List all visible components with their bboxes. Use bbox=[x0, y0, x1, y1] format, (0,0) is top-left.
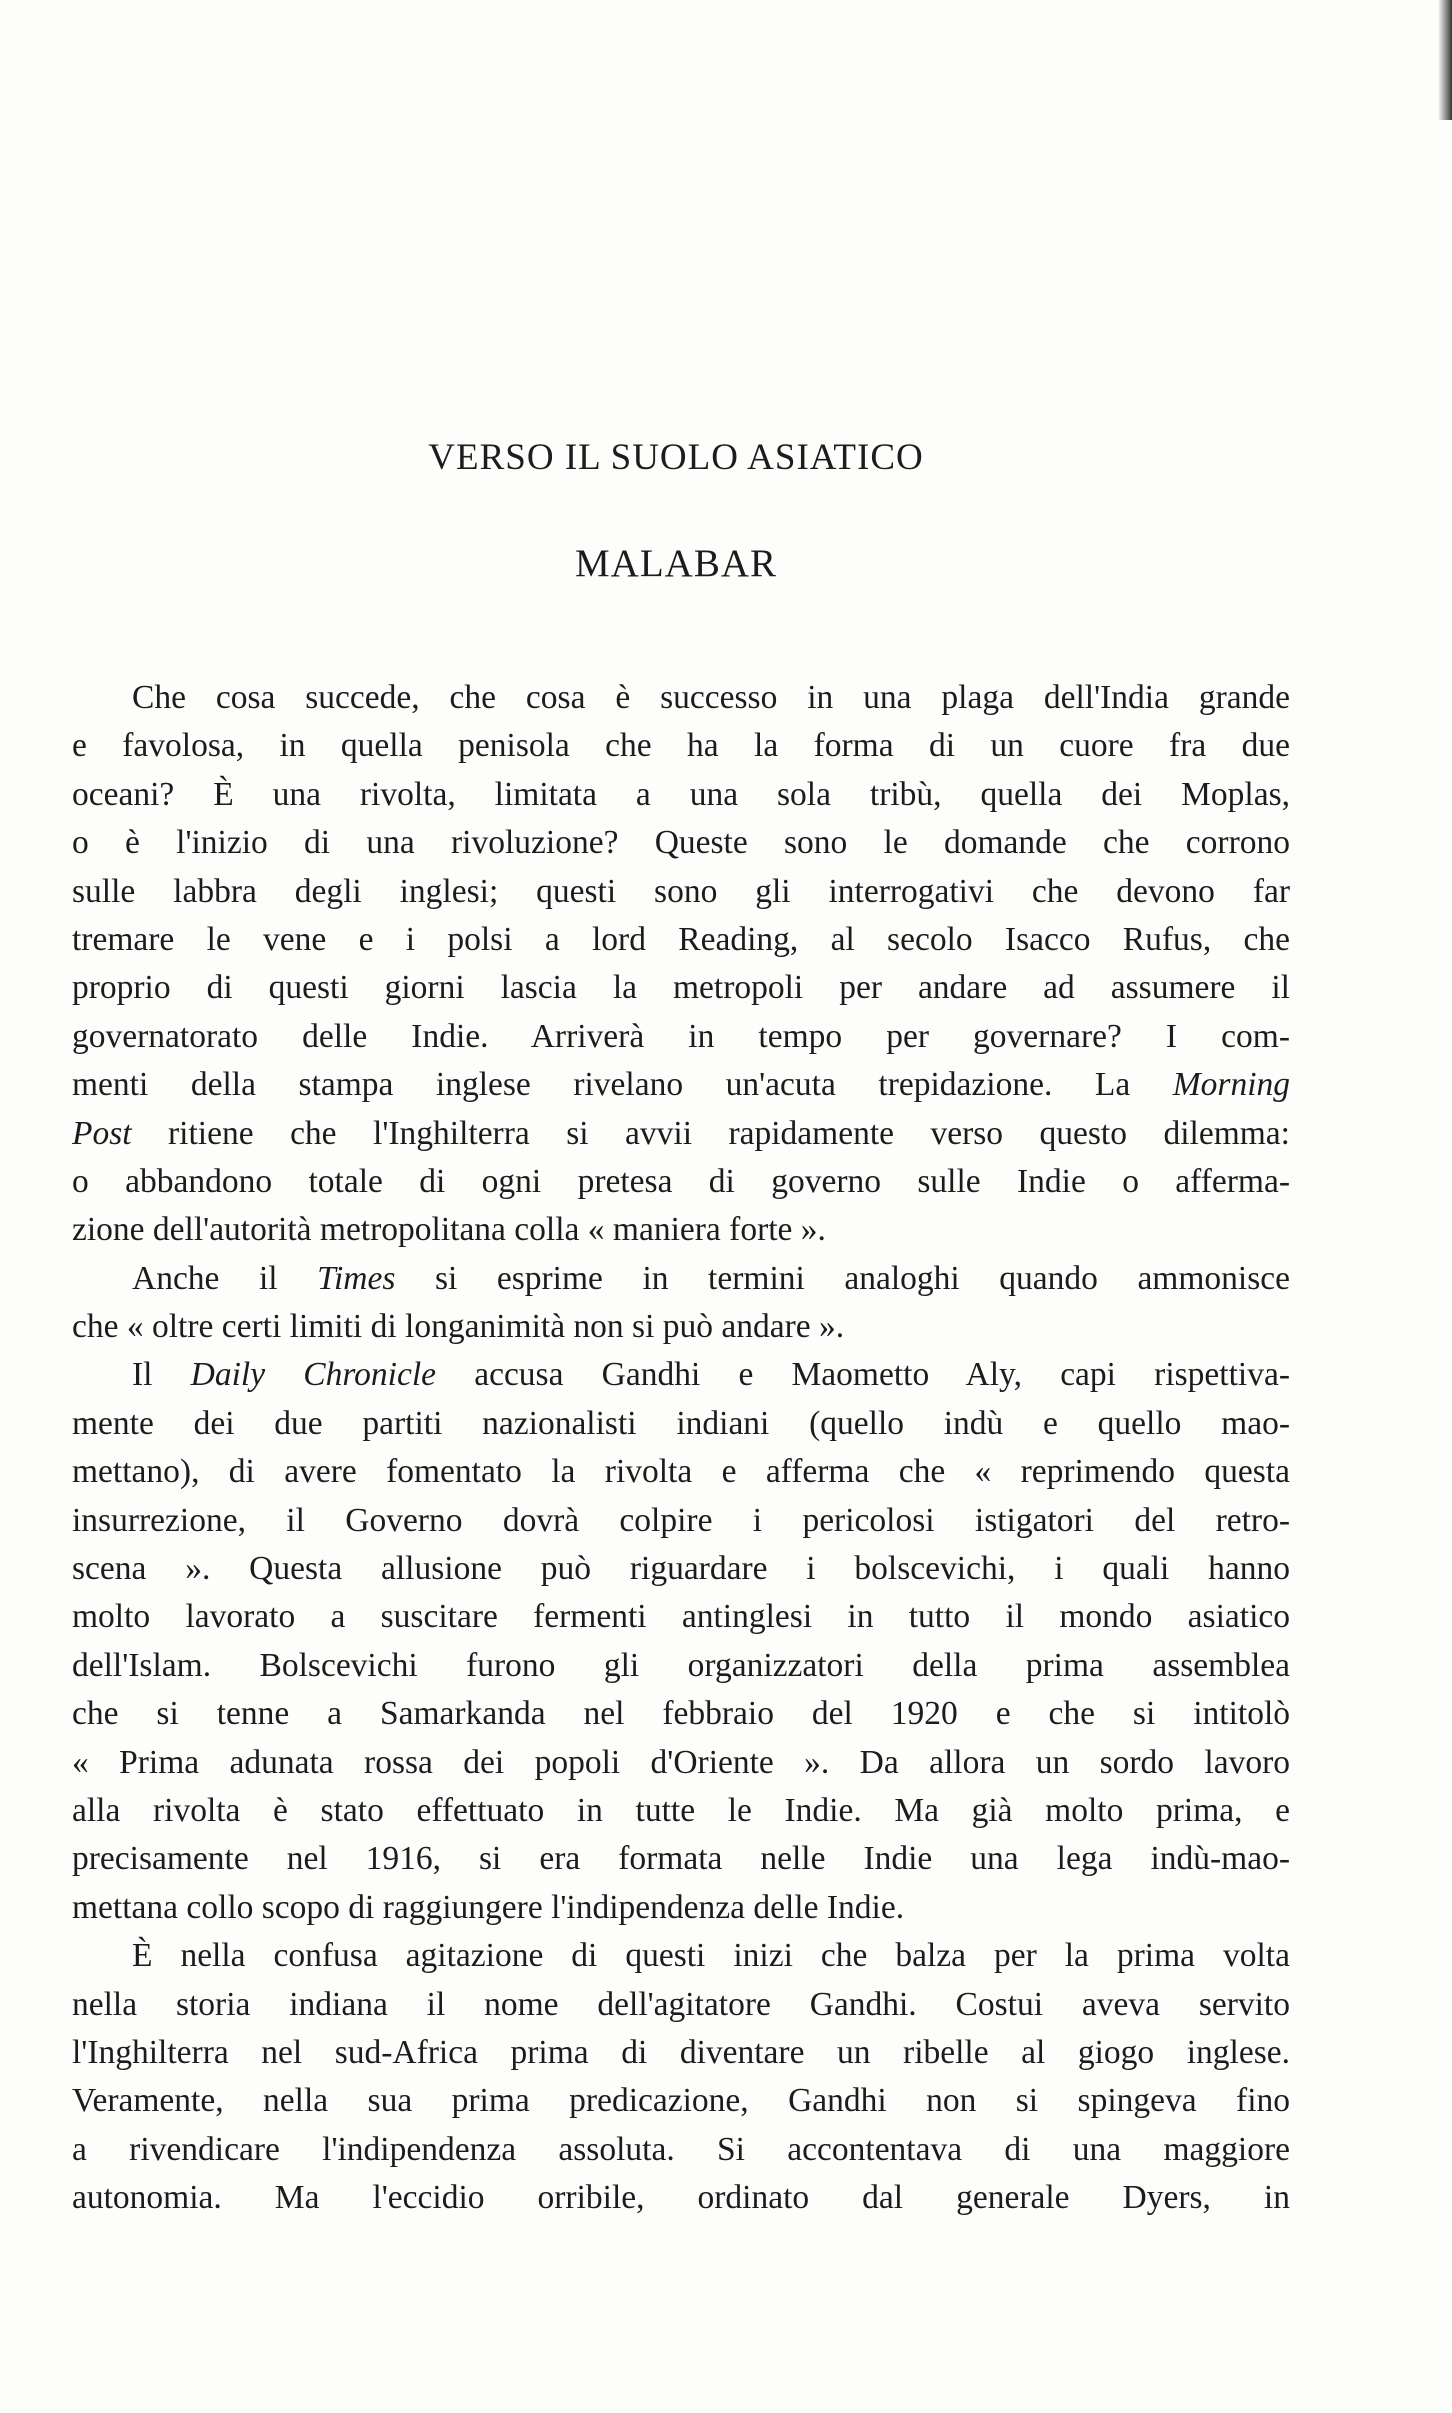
text-line: governatorato delle Indie. Arriverà in tempo per governare? I com- bbox=[72, 1017, 1290, 1055]
section-title: VERSO IL SUOLO ASIATICO bbox=[428, 437, 924, 478]
text-line: o abbandono totale di ogni pretesa di governo sulle Indie o afferma- bbox=[72, 1162, 1290, 1200]
text-line: « Prima adunata rossa dei popoli d'Oriente ». Da allora un sordo lavoro bbox=[72, 1743, 1290, 1781]
text-line: scena ». Questa allusione può riguardare i bolscevichi, i quali hanno bbox=[72, 1550, 1290, 1588]
italic-newspaper-name: Post bbox=[72, 1114, 132, 1152]
italic-newspaper-name: Times bbox=[317, 1259, 396, 1297]
text-segment: Il bbox=[132, 1356, 153, 1394]
text-line: molto lavorato a suscitare fermenti antinglesi in tutto il mondo asiatico bbox=[72, 1598, 1290, 1636]
text-segment: si esprime in termini analoghi quando ammonisce bbox=[434, 1259, 1290, 1297]
text-line: a rivendicare l'indipendenza assoluta. Si accontentava di una maggiore bbox=[72, 2130, 1290, 2168]
text-line: che si tenne a Samarkanda nel febbraio del 1920 e che si intitolò bbox=[72, 1695, 1290, 1733]
text-line: dell'Islam. Bolscevichi furono gli organizzatori della prima assemblea bbox=[72, 1646, 1290, 1684]
text-line: nella storia indiana il nome dell'agitatore Gandhi. Costui aveva servito bbox=[72, 1985, 1290, 2023]
text-line bbox=[72, 1351, 1290, 1399]
text-line: e favolosa, in quella penisola che ha la forma di un cuore fra due bbox=[72, 727, 1290, 765]
text-line: o è l'inizio di una rivoluzione? Queste sono le domande che corrono bbox=[72, 824, 1290, 862]
text-line: zione dell'autorità metropolitana colla « maniera forte ». bbox=[72, 1211, 826, 1249]
text-line bbox=[72, 1061, 1290, 1109]
text-line: Che cosa succede, che cosa è successo in una plaga dell'India grande bbox=[132, 679, 1290, 716]
chapter-title: MALABAR bbox=[574, 542, 778, 585]
text-line: mettano), di avere fomentato la rivolta e afferma che « reprimendo questa bbox=[72, 1453, 1290, 1491]
text-line bbox=[72, 1255, 1290, 1303]
text-segment: Anche il bbox=[132, 1259, 278, 1297]
text-line: alla rivolta è stato effettuato in tutte le Indie. Ma già molto prima, e bbox=[72, 1791, 1290, 1829]
text-line: Veramente, nella sua prima predicazione, Gandhi non si spingeva fino bbox=[72, 2082, 1290, 2120]
page-edge-shadow bbox=[1438, 0, 1452, 120]
text-line: mente dei due partiti nazionalisti indiani (quello indù e quello mao- bbox=[72, 1404, 1290, 1442]
italic-newspaper-name: Daily Chronicle bbox=[190, 1356, 437, 1394]
body-text bbox=[72, 674, 1290, 2223]
text-segment: accusa Gandhi e Maometto Aly, capi rispettiva- bbox=[474, 1356, 1290, 1394]
text-segment: ritiene che l'Inghilterra si avvii rapidamente verso questo dilemma: bbox=[168, 1114, 1290, 1152]
text-line: oceani? È una rivolta, limitata a una sola tribù, quella dei Moplas, bbox=[72, 775, 1290, 813]
text-line: che « oltre certi limiti di longanimità non si può andare ». bbox=[72, 1308, 845, 1346]
text-line bbox=[72, 1110, 1290, 1158]
text-line: precisamente nel 1916, si era formata nelle Indie una lega indù-mao- bbox=[72, 1840, 1290, 1878]
text-line: mettana collo scopo di raggiungere l'indipendenza delle Indie. bbox=[72, 1888, 905, 1926]
text-line: autonomia. Ma l'eccidio orribile, ordinato dal generale Dyers, in bbox=[72, 2179, 1290, 2217]
text-line: insurrezione, il Governo dovrà colpire i pericolosi istigatori del retro- bbox=[72, 1501, 1290, 1539]
text-line: È nella confusa agitazione di questi inizi che balza per la prima volta bbox=[132, 1937, 1290, 1975]
text-segment: menti della stampa inglese rivelano un'acuta trepidazione. La bbox=[72, 1066, 1131, 1104]
italic-newspaper-name: Morning bbox=[1172, 1066, 1290, 1104]
text-line: l'Inghilterra nel sud-Africa prima di diventare un ribelle al giogo inglese. bbox=[72, 2033, 1290, 2071]
text-line: tremare le vene e i polsi a lord Reading, al secolo Isacco Rufus, che bbox=[72, 920, 1290, 958]
text-line: proprio di questi giorni lascia la metropoli per andare ad assumere il bbox=[72, 969, 1290, 1007]
text-line: sulle labbra degli inglesi; questi sono gli interrogativi che devono far bbox=[72, 872, 1290, 910]
